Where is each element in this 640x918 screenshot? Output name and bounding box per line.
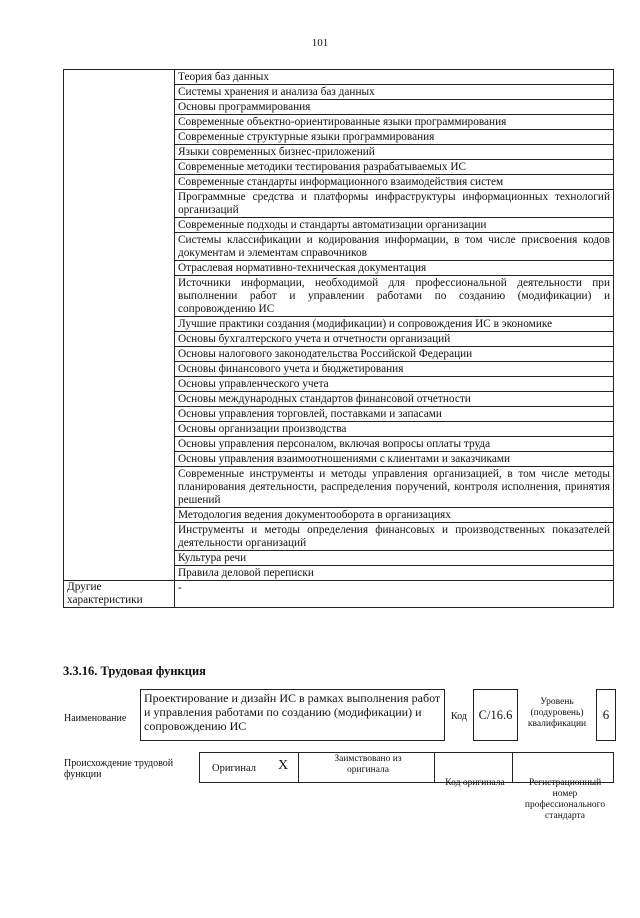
knowledge-item: Лучшие практики создания (модификации) и сопровождения ИС в экономике <box>175 317 614 332</box>
level-value: 6 <box>596 689 616 741</box>
name-label: Наименование <box>64 713 127 724</box>
knowledge-item: Основы управления взаимоотношениями с клиентами и заказчиками <box>175 452 614 467</box>
knowledge-item: Основы управления персоналом, включая вопросы оплаты труда <box>175 437 614 452</box>
knowledge-item: Культура речи <box>175 551 614 566</box>
knowledge-item: Источники информации, необходимой для профессиональной деятельности при выполнении работ и управлении работами по созданию (модификации) и сопровождению ИС <box>175 276 614 317</box>
other-row <box>64 581 614 608</box>
reg-number-label: Регистрационный номер профессионального стандарта <box>524 778 606 821</box>
knowledge-item: Основы программирования <box>175 100 614 115</box>
knowledge-item: Современные методики тестирования разрабатываемых ИС <box>175 160 614 175</box>
table-row <box>64 70 614 85</box>
section-title: 3.3.16. Трудовая функция <box>63 664 206 678</box>
knowledge-item: Основы международных стандартов финансовой отчетности <box>175 392 614 407</box>
knowledge-item: Основы финансового учета и бюджетирования <box>175 362 614 377</box>
name-value: Проектирование и дизайн ИС в рамках выполнения работ и управления работами по созданию (модификации) и сопровождению ИС <box>144 691 441 733</box>
knowledge-item: Основы бухгалтерского учета и отчетности организаций <box>175 332 614 347</box>
knowledge-item: Основы управления торговлей, поставками и запасами <box>175 407 614 422</box>
level-label: Уровень (подуровень) квалификации <box>527 697 587 729</box>
knowledge-item: Системы классификации и кодирования информации, в том числе присвоения кодов документам и элементам справочников <box>175 233 614 261</box>
other-value: - <box>175 581 614 608</box>
knowledge-item: Инструменты и методы определения финансовых и производственных показателей деятельности организаций <box>175 523 614 551</box>
page-number: 101 <box>311 37 329 49</box>
knowledge-item: Современные стандарты информационного взаимодействия систем <box>175 175 614 190</box>
knowledge-item: Современные структурные языки программирования <box>175 130 614 145</box>
original-mark: X <box>278 758 289 773</box>
knowledge-item: Современные подходы и стандарты автоматизации организации <box>175 218 614 233</box>
code-value: C/16.6 <box>473 689 518 741</box>
knowledge-item: Основы организации производства <box>175 422 614 437</box>
knowledge-table <box>63 69 614 608</box>
name-value-box <box>140 689 445 741</box>
knowledge-item: Отраслевая нормативно-техническая документация <box>175 261 614 276</box>
knowledge-item: Современные объектно-ориентированные языки программирования <box>175 115 614 130</box>
knowledge-item: Основы управленческого учета <box>175 377 614 392</box>
other-label: Другие характеристики <box>67 581 143 606</box>
knowledge-item: Современные инструменты и методы управления организацией, в том числе методы планирования деятельности, распределения поручений, контроля исполнения, принятия решений <box>175 467 614 508</box>
knowledge-item: Основы налогового законодательства Российской Федерации <box>175 347 614 362</box>
knowledge-item: Программные средства и платформы инфраструктуры информационных технологий организаций <box>175 190 614 218</box>
knowledge-left-cell <box>64 70 175 581</box>
code-label: Код <box>451 711 467 722</box>
knowledge-item: Правила деловой переписки <box>175 566 614 581</box>
original-label: Оригинал <box>212 763 256 774</box>
borrowed-label: Заимствовано из оригинала <box>334 754 402 775</box>
knowledge-item: Методология ведения документооборота в организациях <box>175 508 614 523</box>
origin-label: Происхождение трудовой функции <box>64 758 174 780</box>
knowledge-item: Системы хранения и анализа баз данных <box>175 85 614 100</box>
other-label-cell <box>64 581 175 608</box>
orig-code-label: Код оригинала <box>445 778 505 788</box>
knowledge-item: Языки современных бизнес-приложений <box>175 145 614 160</box>
knowledge-item: Теория баз данных <box>175 70 614 85</box>
